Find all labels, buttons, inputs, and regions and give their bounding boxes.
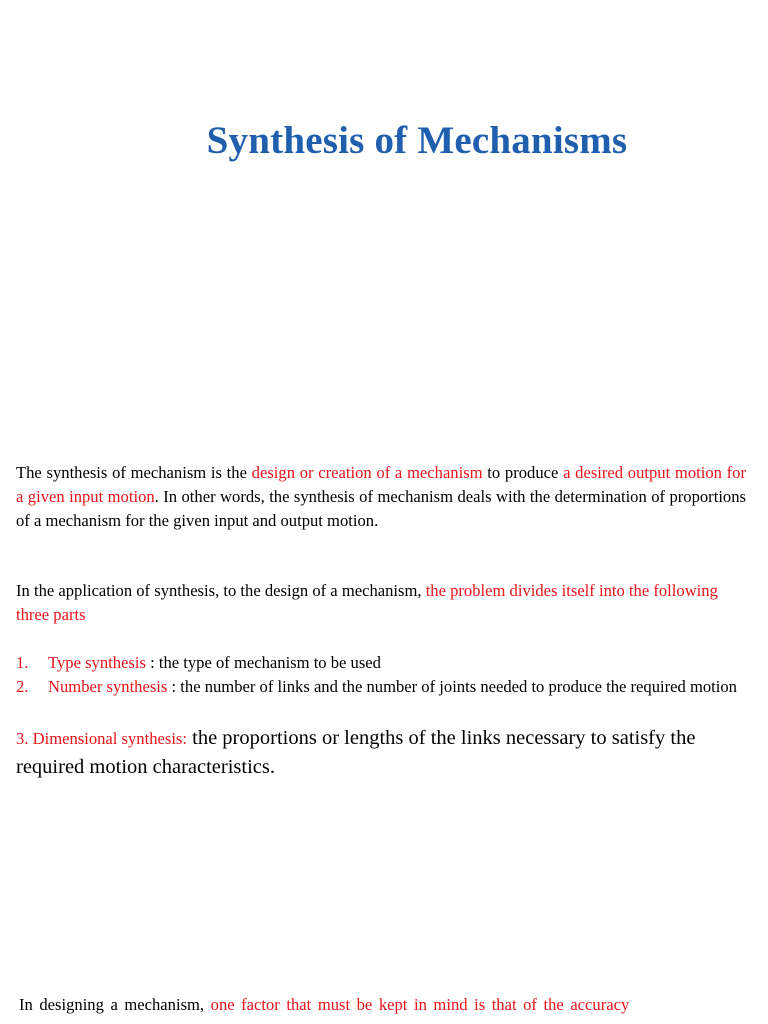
intro-paragraph	[16, 461, 746, 533]
list-item-separator: :	[167, 677, 181, 696]
closing-text: In designing a mechanism,	[19, 995, 211, 1014]
intro-text-3: . In other words, the synthesis of mechanism deals with the determination of proportions of a mechanism for the given input and output motion.	[16, 487, 746, 530]
closing-paragraph	[19, 993, 749, 1017]
list-item-separator: :	[145, 653, 159, 672]
intro-highlight-1: design or creation of a mechanism	[251, 463, 483, 482]
list-item-text: the type of mechanism to be used	[158, 653, 381, 672]
synthesis-parts-list	[16, 651, 746, 699]
application-highlight: the problem divides itself into the following three parts	[16, 581, 718, 624]
page-title: Synthesis of Mechanisms	[206, 119, 628, 162]
dimensional-synthesis-paragraph	[16, 724, 756, 781]
list-item	[16, 651, 746, 675]
intro-highlight-2: a desired output motion for a given input motion	[16, 463, 747, 506]
application-paragraph	[16, 579, 746, 627]
dimensional-synthesis-text: the proportions or lengths of the links necessary to satisfy the required motion characteristics.	[16, 727, 696, 778]
application-text: In the application of synthesis, to the design of a mechanism,	[16, 581, 426, 600]
intro-text-2: to produce	[482, 463, 564, 482]
list-item	[16, 675, 746, 699]
list-item-term: Type synthesis	[48, 653, 146, 672]
list-item-number: 1.	[16, 653, 29, 672]
list-item-term: Number synthesis	[48, 677, 168, 696]
intro-text-1: The synthesis of mechanism is the	[16, 463, 252, 482]
closing-highlight: one factor that must be kept in mind is that of the accuracy	[210, 995, 630, 1014]
list-item-number: 2.	[16, 677, 29, 696]
dimensional-synthesis-label: 3. Dimensional synthesis:	[16, 729, 188, 748]
list-item-text: the number of links and the number of joints needed to produce the required motion	[180, 677, 737, 696]
